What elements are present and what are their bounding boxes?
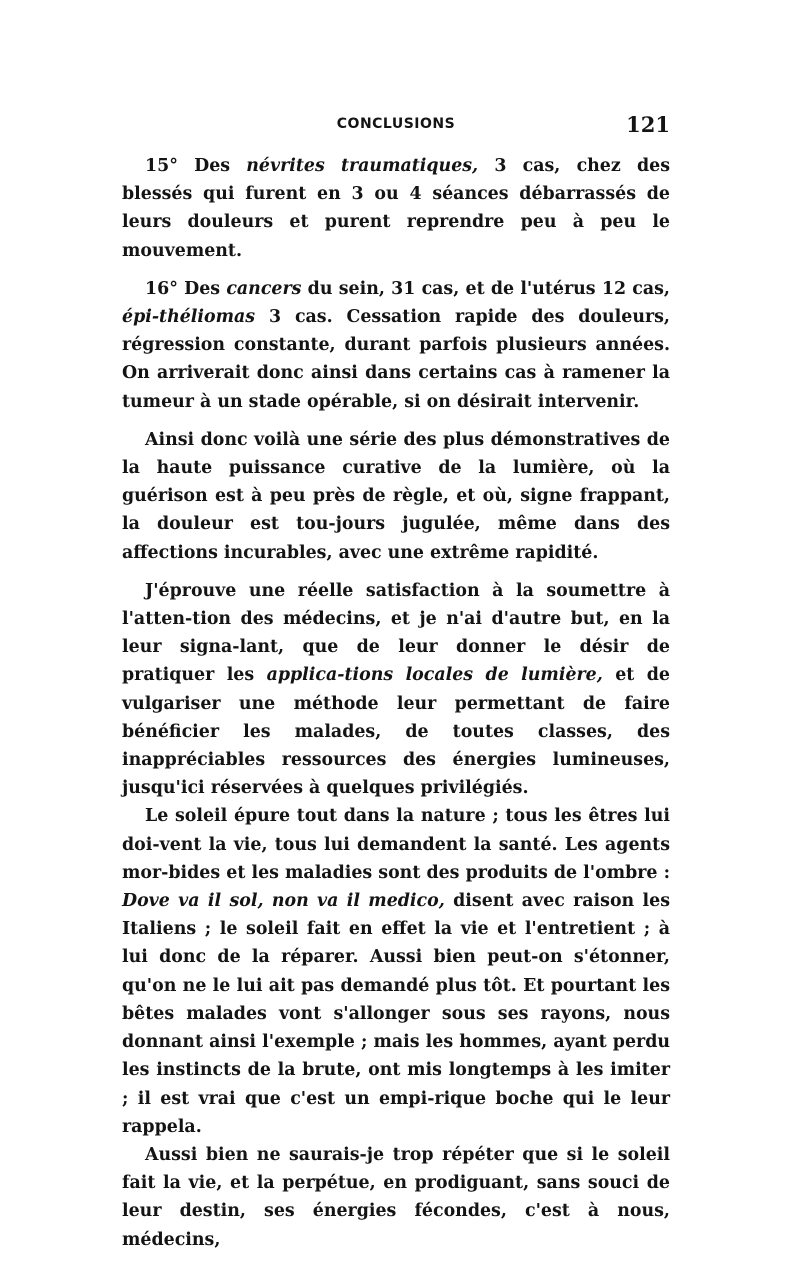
- running-head: [122, 112, 670, 142]
- paragraph-ainsi-donc: Ainsi donc voilà une série des plus démonstratives de la haute puissance curative de la lumière, où la guérison est à peu près de règle, et où, signe frappant, la douleur est tou-jours jugulée, même dans des affections incurables, avec une extrême rapidité.: [122, 429, 670, 563]
- running-head-title: CONCLUSIONS: [336, 116, 456, 132]
- paragraph-j-eprouve: J'éprouve une réelle satisfaction à la soumettre à l'atten-tion des médecins, et je n'ai d'autre but, en la leur signa-lant, que de leur donner le désir de pratiquer les applica-tions locales de lumière, et de vulgariser une méthode leur permettant de faire bénéficier les malades, de toutes classes, des inappréciables ressources des énergies lumineuses, jusqu'ici réservées à quelques privilégiés.: [122, 580, 670, 799]
- paragraph-aussi-bien: Aussi bien ne saurais-je trop répéter que si le soleil fait la vie, et la perpétue, en prodiguant, sans souci de leur destin, ses énergies fécondes, c'est à nous, médecins,: [122, 1144, 670, 1250]
- paragraph-16-cancers: 16° Des cancers du sein, 31 cas, et de l'utérus 12 cas, épi-théliomas 3 cas. Cessation rapide des douleurs, régression constante, durant parfois plusieurs années. On arriverait donc ainsi dans certains cas à ramener la tumeur à un stade opérable, si on désirait intervenir.: [122, 278, 670, 412]
- text-body: [122, 152, 670, 1254]
- page-number: 121: [626, 112, 670, 137]
- paragraph-le-soleil: Le soleil épure tout dans la nature ; tous les êtres lui doi-vent la vie, tous lui demandent la santé. Les agents mor-bides et les maladies sont des produits de l'ombre : Dove va il sol, non va il medico, disent avec raison les Italiens ; le soleil fait en effet la vie et l'entretient ; à lui donc de la réparer. Aussi bien peut-on s'étonner, qu'on ne le lui ait pas demandé plus tôt. Et pourtant les bêtes malades vont s'allonger sous ses rayons, nous donnant ainsi l'exemple ; mais les hommes, ayant perdu les instincts de la brute, ont mis longtemps à les imiter ; il est vrai que c'est un empi-rique boche qui le leur rappela.: [122, 806, 670, 1137]
- paragraph-15-nevrites: 15° Des névrites traumatiques, 3 cas, chez des blessés qui furent en 3 ou 4 séances débarrassés de leurs douleurs et purent reprendre peu à peu le mouvement.: [122, 156, 670, 261]
